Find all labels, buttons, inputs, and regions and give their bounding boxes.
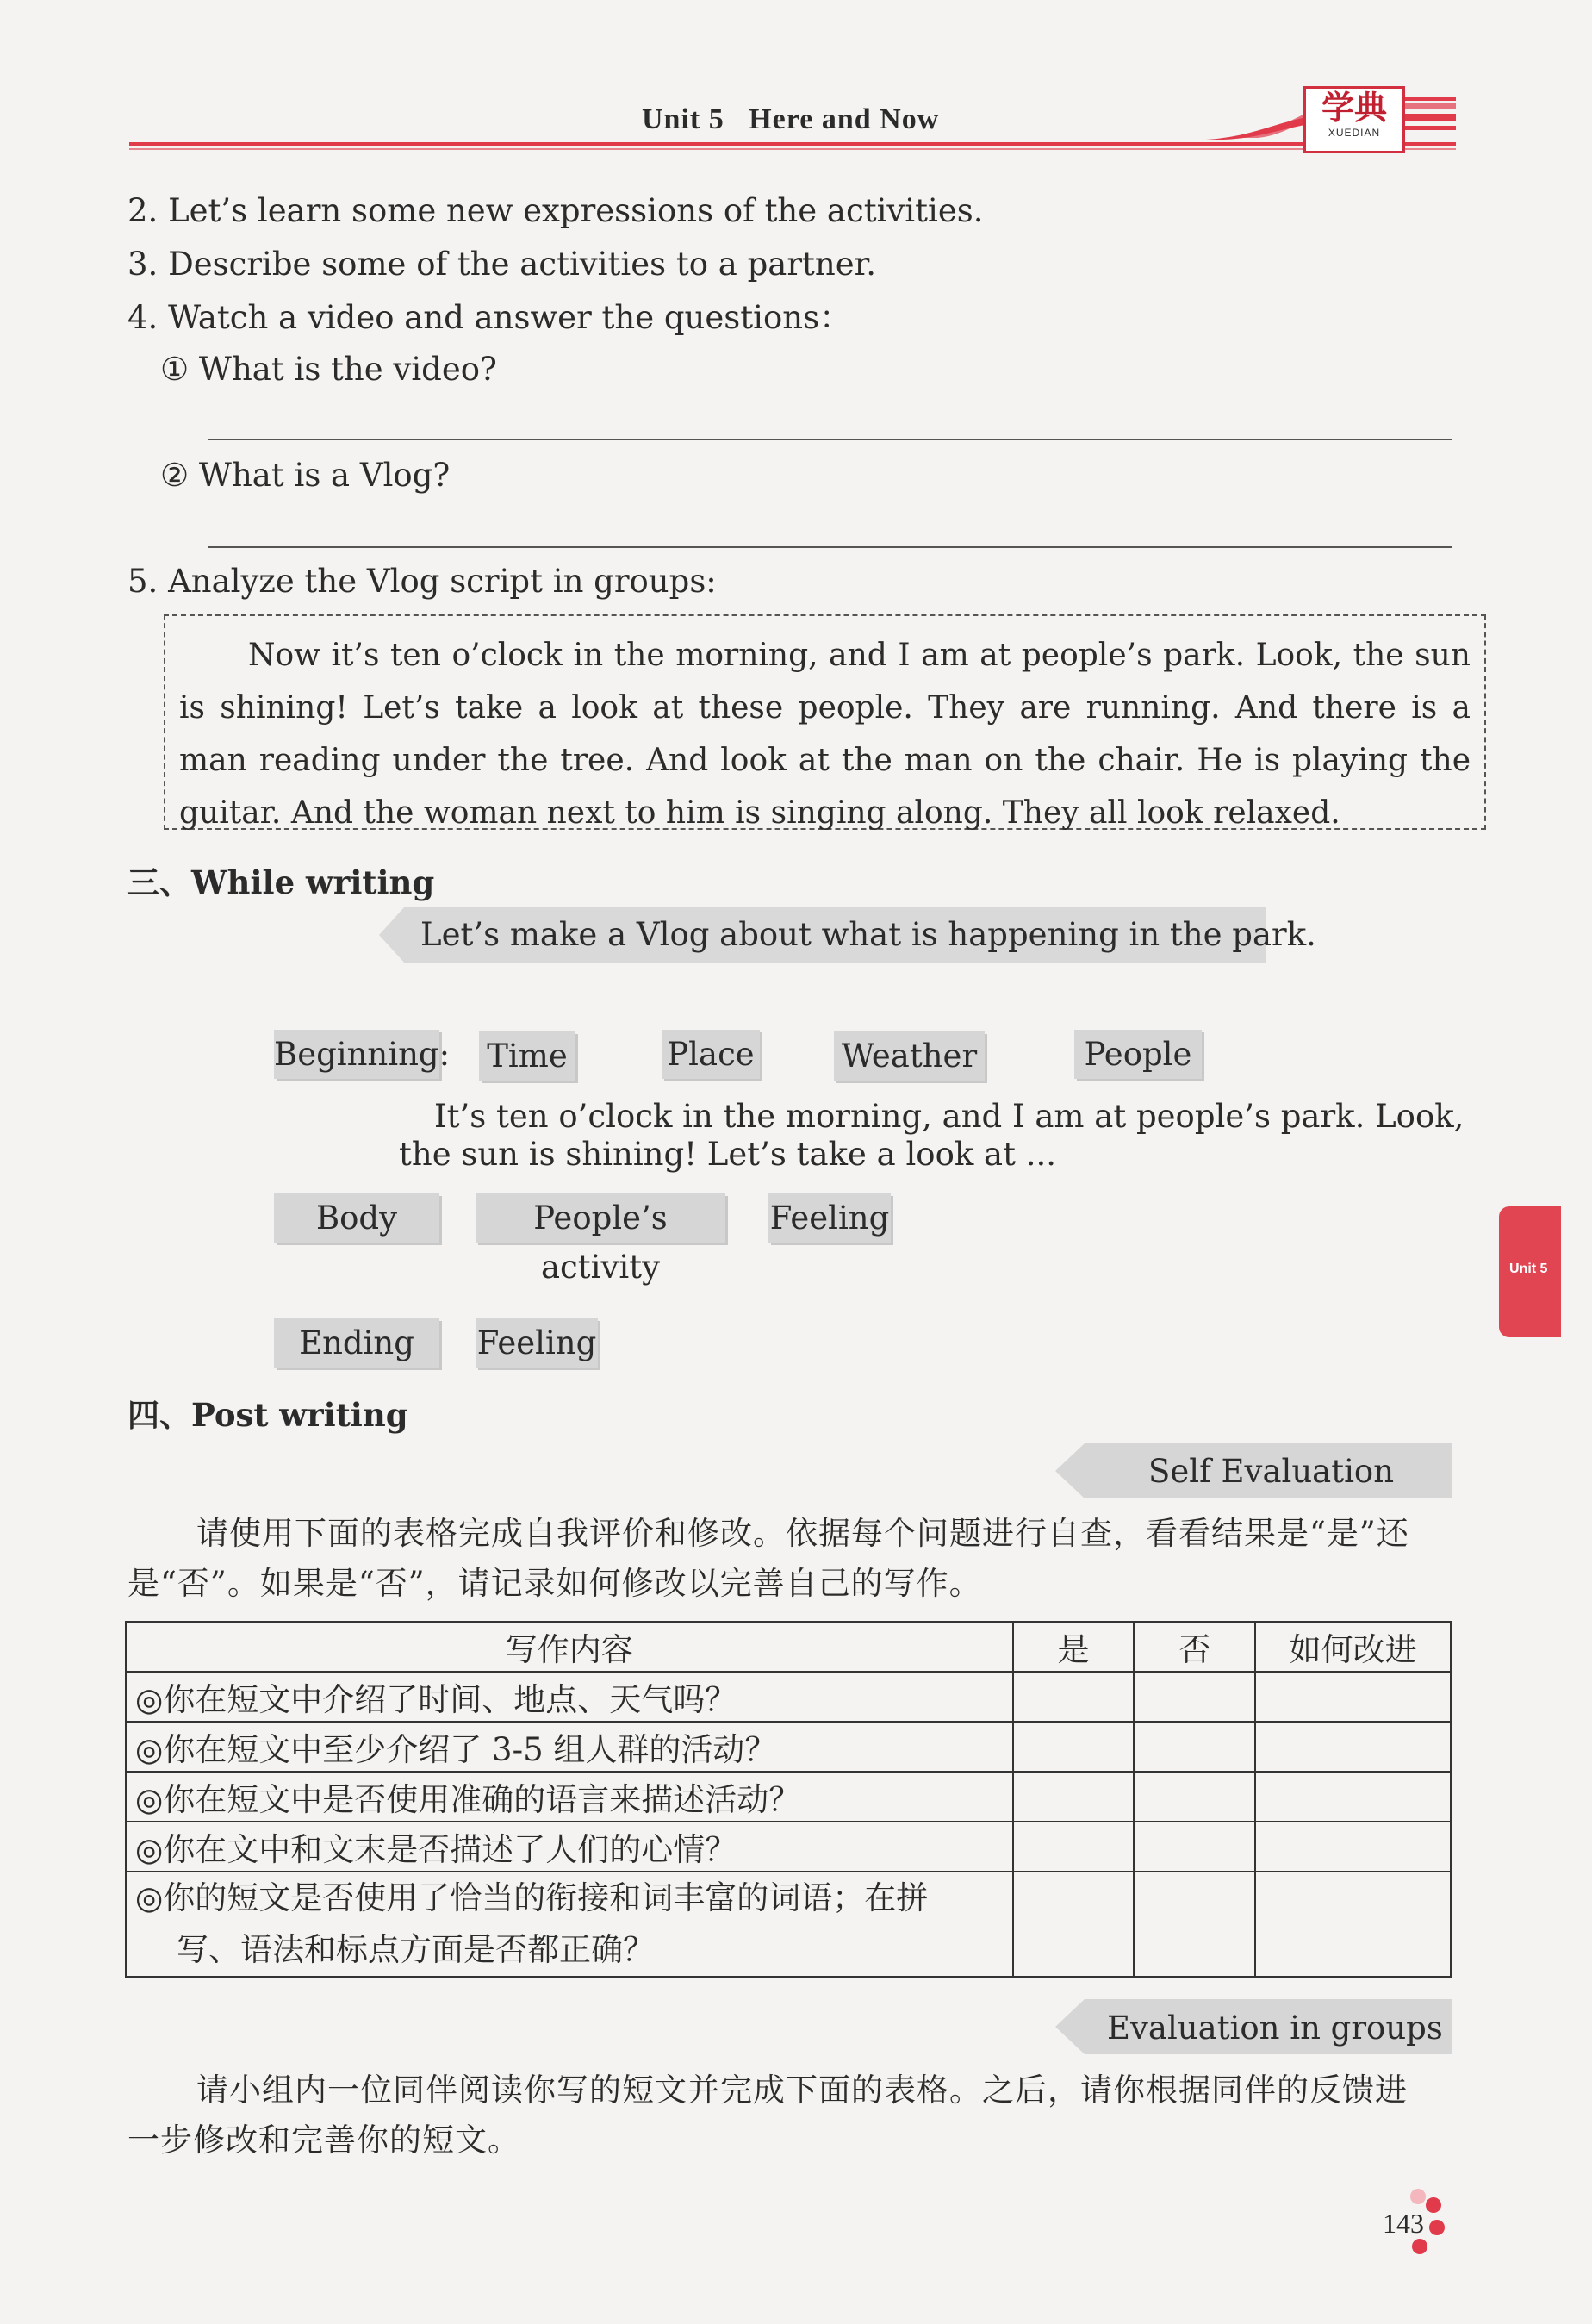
self-evaluation-title: Self Evaluation xyxy=(1148,1453,1395,1490)
vlog-banner-text: Let’s make a Vlog about what is happening in the park. xyxy=(420,916,1316,953)
improve-cell[interactable] xyxy=(1255,1672,1451,1722)
question-1: ① What is the video? xyxy=(160,351,497,388)
self-eval-instruction-2: 是“否”。如果是“否”，请记录如何修改以完善自己的写作。 xyxy=(127,1565,982,1602)
answer-line-2[interactable] xyxy=(208,546,1452,548)
no-cell[interactable] xyxy=(1134,1872,1255,1977)
yes-cell[interactable] xyxy=(1013,1672,1135,1722)
vlog-script-box xyxy=(164,614,1486,830)
row-question: ◎你在短文中是否使用准确的语言来描述活动？ xyxy=(126,1772,1013,1822)
while-writing-heading: 三、While writing xyxy=(127,863,435,901)
no-cell[interactable] xyxy=(1134,1822,1255,1872)
no-cell[interactable] xyxy=(1134,1722,1255,1772)
beginning-text-1: It’s ten o’clock in the morning, and I am at people’s park. Look, xyxy=(434,1098,1465,1135)
step-2: 2. Let’s learn some new expressions of the activities. xyxy=(127,192,984,229)
unit-side-tab: Unit 5 xyxy=(1499,1206,1561,1337)
group-eval-instruction-1: 请小组内一位同伴阅读你写的短文并完成下面的表格。之后，请你根据同伴的反馈进 xyxy=(196,2072,1408,2109)
self-eval-instruction-1: 请使用下面的表格完成自我评价和修改。依据每个问题进行自查，看看结果是“是”还 xyxy=(196,1515,1409,1552)
tag-time: Time xyxy=(479,1031,575,1081)
table-row xyxy=(126,1672,1451,1722)
improve-cell[interactable] xyxy=(1255,1722,1451,1772)
evaluation-in-groups-title: Evaluation in groups xyxy=(1107,2009,1443,2047)
group-eval-instruction-2: 一步修改和完善你的短文。 xyxy=(127,2122,520,2159)
row-question-last: ◎你的短文是否使用了恰当的衔接和词丰富的词语；在拼 写、语法和标点方面是否都正确？ xyxy=(126,1872,1013,1977)
tag-body-feeling: Feeling xyxy=(768,1193,891,1243)
table-row xyxy=(126,1822,1451,1872)
self-evaluation-table xyxy=(125,1621,1452,1978)
step-3: 3. Describe some of the activities to a partner. xyxy=(127,246,876,283)
tag-peoples-activity: People’s activity xyxy=(476,1193,725,1243)
tag-place: Place xyxy=(662,1030,760,1079)
step-5: 5. Analyze the Vlog script in groups: xyxy=(127,563,717,600)
yes-cell[interactable] xyxy=(1013,1872,1135,1977)
table-row xyxy=(126,1772,1451,1822)
vlog-script-text: Now it’s ten o’clock in the morning, and I am at people’s park. Look, the sun is shining! Let’s take a look at these people. They are running. And there is a man reading under the tree. And look at the man on the chair. He is playing the guitar. And the woman next to him is singing along. They all look relaxed. xyxy=(179,638,1471,831)
answer-line-1[interactable] xyxy=(208,439,1452,440)
header-rule xyxy=(129,142,1456,146)
yes-cell[interactable] xyxy=(1013,1772,1135,1822)
tag-weather: Weather xyxy=(834,1031,985,1081)
row-question: ◎你在文中和文末是否描述了人们的心情？ xyxy=(126,1822,1013,1872)
beginning-text-2: the sun is shining! Let’s take a look at ... xyxy=(399,1136,1057,1173)
yes-cell[interactable] xyxy=(1013,1822,1135,1872)
row-question: ◎你在短文中介绍了时间、地点、天气吗？ xyxy=(126,1672,1013,1722)
step-4: 4. Watch a video and answer the questions： xyxy=(127,299,852,336)
no-cell[interactable] xyxy=(1134,1772,1255,1822)
question-2: ② What is a Vlog? xyxy=(160,457,451,494)
table-row xyxy=(126,1722,1451,1772)
page-header-title: Unit 5 Here and Now xyxy=(642,103,940,135)
table-header-yes: 是 xyxy=(1013,1622,1135,1672)
no-cell[interactable] xyxy=(1134,1672,1255,1722)
yes-cell[interactable] xyxy=(1013,1722,1135,1772)
improve-cell[interactable] xyxy=(1255,1872,1451,1977)
row-question: ◎你在短文中至少介绍了 3-5 组人群的活动？ xyxy=(126,1722,1013,1772)
table-header-no: 否 xyxy=(1134,1622,1255,1672)
beginning-label: Beginning: xyxy=(274,1030,439,1079)
ending-label: Ending xyxy=(274,1318,439,1368)
xuedian-logo: 学典 XUEDIAN xyxy=(1303,86,1405,153)
improve-cell[interactable] xyxy=(1255,1822,1451,1872)
tag-ending-feeling: Feeling xyxy=(476,1318,598,1368)
body-label: Body xyxy=(274,1193,439,1243)
post-writing-heading: 四、Post writing xyxy=(127,1396,408,1434)
header-rule-thin xyxy=(129,148,1456,150)
page-number: 143 xyxy=(1383,2208,1424,2239)
table-row xyxy=(126,1872,1451,1977)
tag-people: People xyxy=(1074,1030,1202,1079)
table-header-improve: 如何改进 xyxy=(1255,1622,1451,1672)
improve-cell[interactable] xyxy=(1255,1772,1451,1822)
table-header-content: 写作内容 xyxy=(126,1622,1013,1672)
